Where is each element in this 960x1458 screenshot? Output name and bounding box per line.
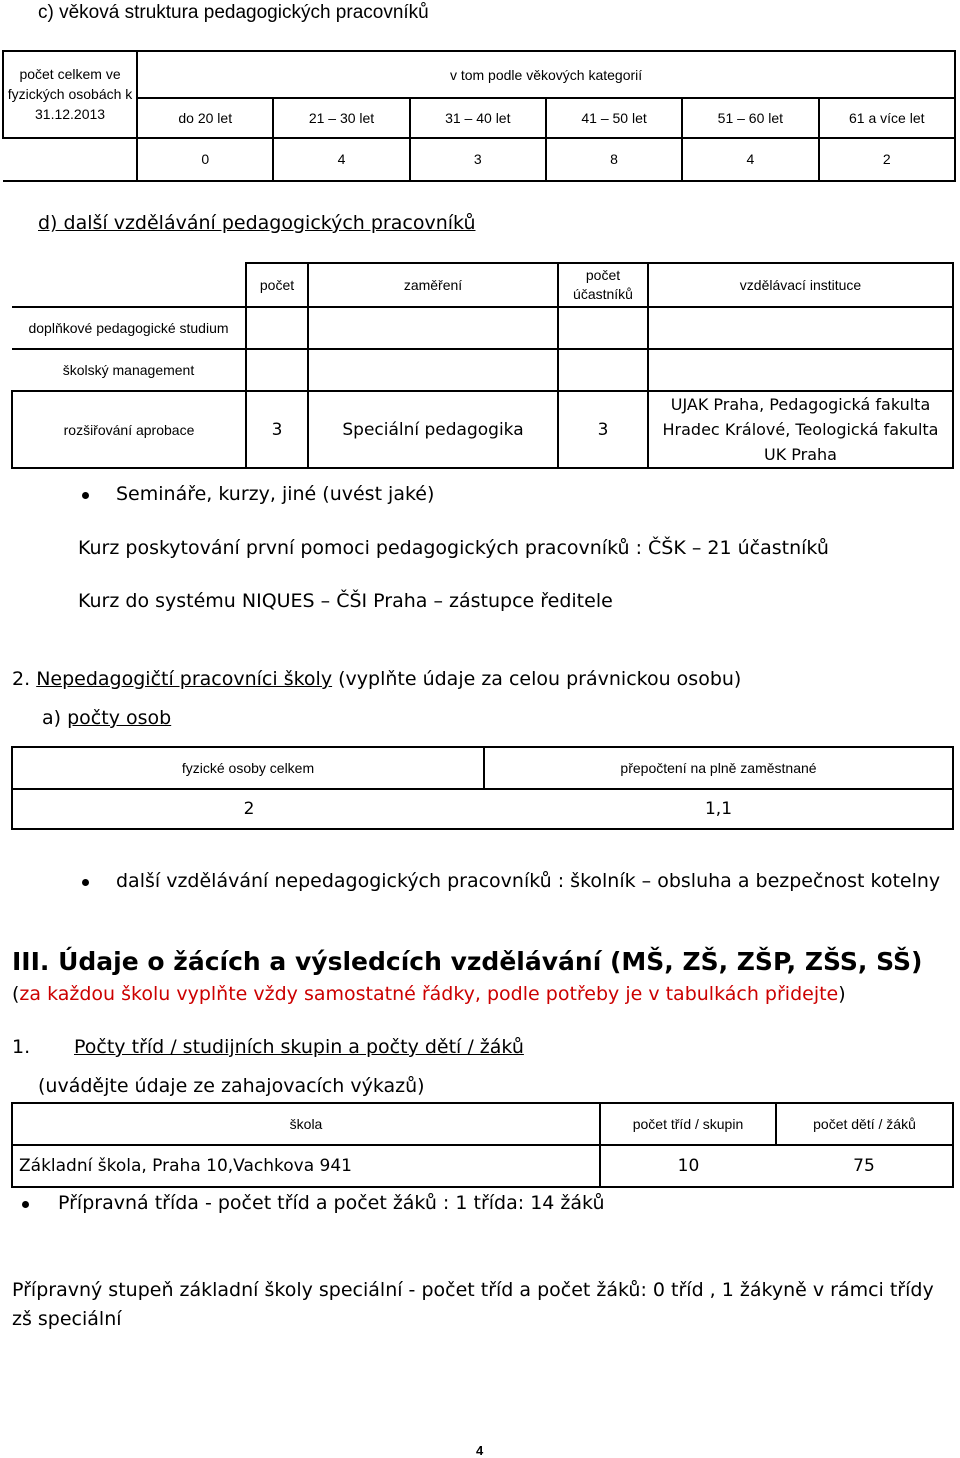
participants-header: počet účastníků	[558, 263, 648, 307]
row-institution	[648, 349, 953, 391]
row-institution: UJAK Praha, Pedagogická fakulta Hradec Králové, Teologická fakulta UK Praha	[648, 391, 953, 468]
course-first-aid: Kurz poskytování první pomoci pedagogických pracovníků : ČŠK – 21 účastníků	[78, 537, 829, 559]
non-teaching-staff-table	[11, 746, 954, 830]
section-2a-prefix: a)	[42, 707, 68, 729]
row-institution	[648, 307, 953, 349]
age-category: do 20 let	[137, 98, 273, 137]
row-count: 3	[246, 391, 308, 468]
row-label: doplňkové pedagogické studium	[12, 307, 246, 349]
age-value: 4	[273, 138, 409, 181]
bullet-icon	[22, 1201, 29, 1208]
page-number: 4	[476, 1443, 484, 1458]
row-focus	[308, 349, 558, 391]
further-education-table	[11, 262, 954, 469]
pupils-header: počet dětí / žáků	[776, 1103, 953, 1145]
age-value: 4	[682, 138, 818, 181]
age-category: 21 – 30 let	[273, 98, 409, 137]
note-open-paren: (	[12, 983, 20, 1005]
age-category: 51 – 60 let	[682, 98, 818, 137]
note-close-paren: )	[838, 983, 846, 1005]
section-2a-heading	[42, 707, 171, 729]
focus-header: zaměření	[308, 263, 558, 307]
corner-cell	[12, 263, 246, 307]
fte-value: 1,1	[704, 799, 733, 819]
preparatory-class-text: Přípravná třída - počet tříd a počet žáků : 1 třída: 14 žáků	[58, 1192, 605, 1214]
section-2-title: Nepedagogičtí pracovníci školy	[36, 668, 333, 690]
section-III-note	[12, 983, 846, 1005]
non-teaching-education-text: další vzdělávání nepedagogických pracovníků : školník – obsluha a bezpečnost kotelny	[116, 870, 941, 892]
item-1-title: Počty tříd / studijních skupin a počty dětí / žáků	[74, 1036, 524, 1058]
age-value: 8	[546, 138, 682, 181]
section-d-heading: d) další vzdělávání pedagogických pracovníků	[38, 212, 476, 234]
age-value: 0	[137, 138, 273, 181]
age-value: 2	[819, 138, 956, 181]
school-header: škola	[12, 1103, 600, 1145]
row-count	[246, 349, 308, 391]
classes-header: počet tříd / skupin	[600, 1103, 776, 1145]
count-header: počet	[246, 263, 308, 307]
fte-header: přepočtení na plně zaměstnané	[484, 747, 953, 789]
row-participants: 3	[558, 391, 648, 468]
row-label: rozšiřování aprobace	[12, 391, 246, 468]
bullet-icon	[82, 879, 89, 886]
age-category: 61 a více let	[819, 98, 956, 137]
preparatory-stage-paragraph: Přípravný stupeň základní školy speciální - počet tříd a počet žáků: 0 tříd , 1 žákyně v rámci třídy zš speciální	[12, 1279, 934, 1330]
row-participants	[558, 307, 648, 349]
age-category: 41 – 50 let	[546, 98, 682, 137]
physical-persons-header: fyzické osoby celkem	[12, 747, 484, 789]
item-1-note: (uvádějte údaje ze zahajovacích výkazů)	[38, 1075, 425, 1097]
row-focus: Speciální pedagogika	[308, 391, 558, 468]
section-2a-title: počty osob	[67, 707, 172, 729]
physical-persons-value: 2	[243, 799, 255, 819]
classes-value: 10	[600, 1145, 776, 1187]
school-name: Základní škola, Praha 10,Vachkova 941	[12, 1145, 600, 1187]
bullet-icon	[82, 492, 89, 499]
age-group-header: v tom podle věkových kategorií	[137, 51, 955, 98]
seminars-bullet-text: Semináře, kurzy, jiné (uvést jaké)	[116, 483, 435, 505]
row-label: školský management	[12, 349, 246, 391]
section-III-heading: III. Údaje o žácích a výsledcích vzdělávání (MŠ, ZŠ, ZŠP, ZŠS, SŠ)	[12, 947, 923, 976]
item-1-number: 1.	[12, 1036, 31, 1058]
section-2-number: 2.	[12, 668, 31, 690]
course-niques: Kurz do systému NIQUES – ČŠI Praha – zástupce ředitele	[78, 590, 613, 612]
age-category: 31 – 40 let	[410, 98, 546, 137]
pupils-value: 75	[776, 1145, 953, 1187]
section-III-note-text: za každou školu vyplňte vždy samostatné řádky, podle potřeby je v tabulkách přidejte	[19, 983, 839, 1005]
values-row	[12, 789, 953, 829]
section-c-heading: c) věková struktura pedagogických pracovníků	[38, 2, 429, 23]
section-2-note: (vyplňte údaje za celou právnickou osobu)	[332, 668, 742, 690]
row-count	[246, 307, 308, 349]
age-structure-table	[2, 50, 956, 182]
section-2-heading	[12, 668, 741, 690]
row-participants	[558, 349, 648, 391]
row-focus	[308, 307, 558, 349]
institution-header: vzdělávací instituce	[648, 263, 953, 307]
classes-table	[11, 1102, 954, 1188]
age-value: 3	[410, 138, 546, 181]
total-header: počet celkem ve fyzických osobách k 31.12.2013	[3, 51, 137, 138]
age-value-spacer	[3, 138, 137, 181]
